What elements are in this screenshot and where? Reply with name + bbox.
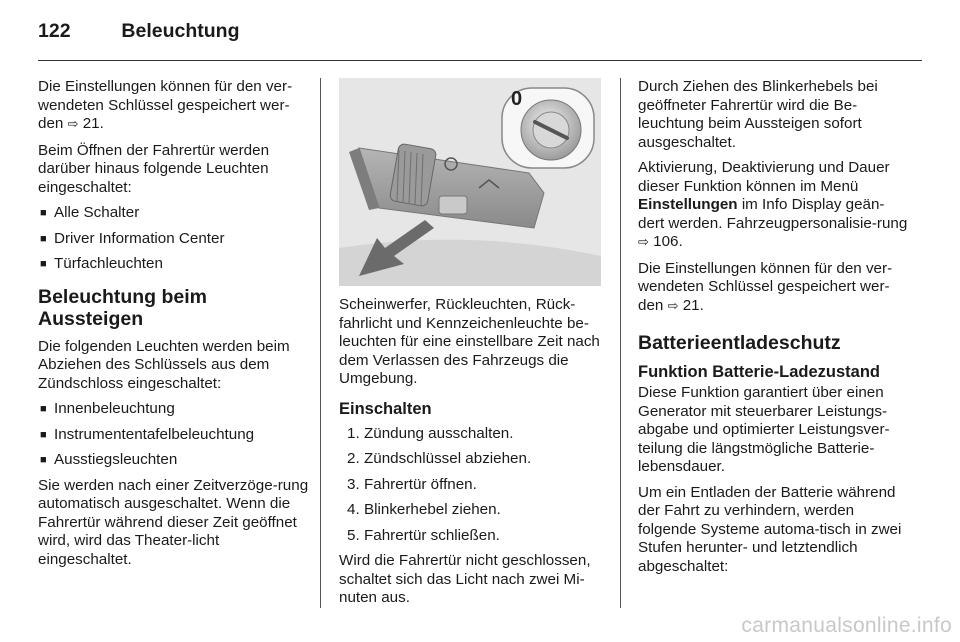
list-item: ■ Innenbeleuchtung [38, 400, 310, 419]
list-item: ■ Alle Schalter [38, 204, 310, 223]
illustration-caption: Scheinwerfer, Rückleuchten, Rück-fahrlicht und Kennzeichenleuchte be-leuchten für eine einstellbare Zeit nach dem Verlassen des Fahrzeugs die Umgebung. [339, 296, 600, 387]
list-item: 3. Fahrertür öffnen. [347, 475, 477, 493]
page-reference-arrow-icon: ⇨ [638, 235, 649, 250]
page-title: Beleuchtung [121, 20, 240, 42]
page-reference[interactable]: 106. [653, 233, 683, 250]
bullet-list [38, 400, 310, 470]
paragraph: Die folgenden Leuchten werden beim Abziehen des Schlüssels aus dem Zündschloss eingeschaltet: [38, 337, 290, 392]
watermark: carmanualsonline.info [741, 614, 952, 637]
section-heading: Einschalten [339, 399, 432, 418]
page-reference-arrow-icon: ⇨ [67, 117, 79, 132]
paragraph: Beim Öffnen der Fahrertür werden darüber hinaus folgende Leuchten eingeschaltet: [38, 141, 270, 196]
key-position-zero-label: 0 [511, 88, 523, 110]
section-heading: Batterieentladeschutz [638, 332, 841, 354]
paragraph: Um ein Entladen der Batterie während der Fahrt zu verhindern, werden folgende Systeme automa-tisch in zwei Stufen herunter- und letztendlich abgeschaltet: [638, 483, 902, 575]
header-divider [38, 60, 922, 61]
menu-name: Einstellungen [638, 196, 738, 213]
paragraph: Diese Funktion garantiert über einen Generator mit steuerbarer Leistungs-abgabe und optimierter Leistungsver-teilung die längstmögliche Batterie-lebensdauer. [638, 384, 890, 475]
numbered-list [339, 425, 607, 546]
column-3 [638, 78, 908, 583]
column-divider-2 [620, 78, 621, 608]
list-item: 4. Blinkerhebel ziehen. [347, 501, 501, 518]
bullet-list [38, 204, 310, 274]
subsection-heading: Funktion Batterie-Ladezustand [638, 363, 881, 381]
list-item: ■ Instrumententafelbeleuchtung [38, 426, 310, 445]
lever-switch-illustration [339, 78, 601, 286]
list-item: 5. Fahrertür schließen. [347, 526, 500, 544]
list-item: 1. Zündung ausschalten. [347, 424, 514, 442]
paragraph: Die Einstellungen können für den ver-wendeten Schlüssel gespeichert wer-den ⇨ 21. [638, 259, 893, 314]
lever-illustration-icon [339, 78, 601, 286]
paragraph: Sie werden nach einer Zeitverzöge-rung automatisch ausgeschaltet. Wenn die Fahrertür während dieser Zeit geöffnet wird, wird das Theater-licht eingeschaltet. [38, 476, 309, 568]
paragraph: Durch Ziehen des Blinkerhebels bei geöffneter Fahrertür wird die Be-leuchtung beim Aussteigen sofort ausgeschaltet. [638, 78, 878, 151]
page-number: 122 [38, 20, 71, 42]
paragraph: Wird die Fahrertür nicht geschlossen, schaltet sich das Licht nach zwei Mi-nuten aus. [339, 552, 591, 606]
column-1 [38, 78, 310, 576]
list-item: ■ Türfachleuchten [38, 255, 310, 274]
column-divider-1 [320, 78, 321, 608]
page-reference[interactable]: 21. [82, 115, 104, 132]
column-2 [339, 78, 607, 615]
page-reference[interactable]: 21. [682, 296, 704, 314]
paragraph: Aktivierung, Deaktivierung und Dauer dieser Funktion können im Menü Einstellungen im Info Display geän-dert werden. Fahrzeugpersonalisie-rung ⇨ 106. [638, 159, 908, 250]
page-reference-arrow-icon: ⇨ [667, 298, 679, 314]
section-heading: Beleuchtung beim Aussteigen [38, 285, 208, 330]
list-item: 2. Zündschlüssel abziehen. [347, 450, 532, 467]
list-item: ■ Driver Information Center [38, 230, 310, 249]
page-header [38, 20, 240, 43]
list-item: ■ Ausstiegsleuchten [38, 451, 310, 470]
paragraph: Die Einstellungen können für den ver-wendeten Schlüssel gespeichert wer-den ⇨ 21. [38, 78, 293, 132]
